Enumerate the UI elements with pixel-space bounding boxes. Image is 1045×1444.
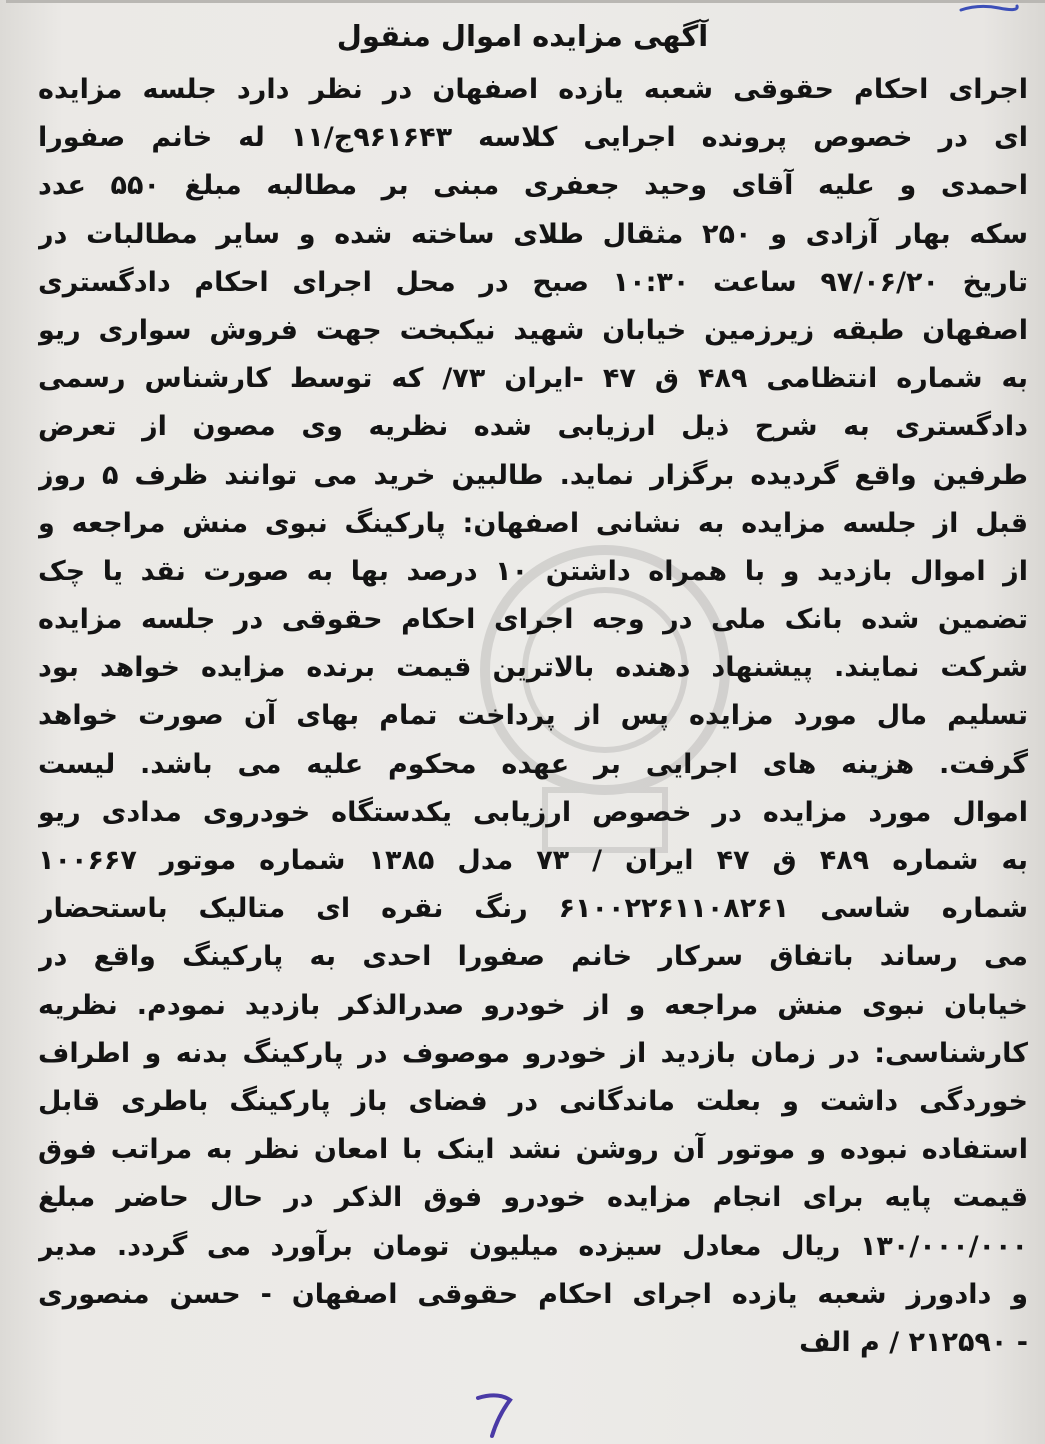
notice-line: ۱۳۰/۰۰۰/۰۰۰ ریال معادل سیزده میلیون تومان برآورد می گردد. مدیر xyxy=(38,1230,1028,1262)
notice-line: سکه بهار آزادی و ۲۵۰ مثقال طلای ساخته شده و سایر مطالبات در xyxy=(38,218,1028,250)
notice-line: خوردگی داشت و بعلت ماندگانی در فضای باز پارکینگ باطری قابل xyxy=(38,1085,1028,1117)
notice-line-reference: - ۲۱۲۵۹۰ / م الف xyxy=(799,1326,1028,1358)
notice-line: و دادورز شعبه یازده اجرای احکام حقوقی اصفهان - حسن منصوری xyxy=(38,1278,1028,1310)
notice-line: اصفهان طبقه زیرزمین خیابان شهید نیکبخت جهت فروش سواری ریو xyxy=(38,314,1028,346)
notice-line: تضمین شده بانک ملی در وجه اجرای احکام حقوقی در جلسه مزایده xyxy=(38,604,1028,636)
pen-mark-icon xyxy=(959,0,1019,14)
notice-line: اجرای احکام حقوقی شعبه یازده اصفهان در نظر دارد جلسه مزایده xyxy=(38,74,1028,105)
notice-line: استفاده نبوده و موتور آن روشن نشد اینک با امعان نظر به مراتب فوق xyxy=(38,1134,1028,1166)
notice-line: تاریخ ۹۷/۰۶/۲۰ ساعت ۱۰:۳۰ صبح در محل اجرای احکام دادگستری xyxy=(38,266,1028,298)
notice-line: قیمت پایه برای انجام مزایده خودرو فوق الذکر در حال حاضر مبلغ xyxy=(38,1182,1028,1214)
top-border-line xyxy=(6,0,1045,3)
notice-line: از اموال بازدید و با همراه داشتن ۱۰ درصد بها به صورت نقد یا چک xyxy=(38,555,1028,587)
handwritten-number-mark xyxy=(468,1390,518,1440)
notice-line: شرکت نمایند. پیشنهاد دهنده بالاترین قیمت برنده مزایده خواهد بود xyxy=(38,652,1028,684)
notice-line: خیابان نبوی منش مراجعه و از خودرو صدرالذکر بازدید نمودم. نظریه xyxy=(38,989,1028,1021)
notice-line: احمدی و علیه آقای وحید جعفری مبنی بر مطالبه مبلغ ۵۵۰ عدد xyxy=(38,170,1028,202)
notice-line: طرفین واقع گردیده برگزار نماید. طالبین خرید می توانند ظرف ۵ روز xyxy=(38,459,1028,491)
notice-line: قبل از جلسه مزایده به نشانی اصفهان: پارکینگ نبوی منش مراجعه و xyxy=(38,507,1028,539)
notice-title: آگهی مزایده اموال منقول xyxy=(336,19,709,53)
notice-line: گرفت. هزینه های اجرایی بر عهده محکوم علیه می باشد. لیست xyxy=(38,748,1028,780)
notice-line: ای در خصوص پرونده اجرایی کلاسه ۹۶۱۶۴۳ج/۱۱ له خانم صفورا xyxy=(38,122,1028,154)
notice-line: می رساند باتفاق سرکار خانم صفورا احدی به پارکینگ واقع در xyxy=(38,941,1028,973)
notice-body xyxy=(38,66,1028,1367)
notice-line: شماره شاسی ۶۱۰۰۲۲۶۱۱۰۸۲۶۱ رنگ نقره ای متالیک باستحضار xyxy=(38,893,1028,925)
notice-line: به شماره ۴۸۹ ق ۴۷ ایران / ۷۳ مدل ۱۳۸۵ شماره موتور ۱۰۰۶۶۷ xyxy=(38,845,1028,876)
notice-line: کارشناسی: در زمان بازدید از خودرو موصوف در پارکینگ بدنه و اطراف xyxy=(38,1037,1028,1069)
notice-line: اموال مورد مزایده در خصوص ارزیابی یکدستگاه خودروی مدادی ریو xyxy=(38,796,1028,828)
notice-line: تسلیم مال مورد مزایده پس از پرداخت تمام بهای آن صورت خواهد xyxy=(38,700,1028,732)
notice-line: دادگستری به شرح ذیل ارزیابی شده نظریه وی مصون از تعرض xyxy=(38,411,1028,443)
notice-line: به شماره انتظامی ۴۸۹ ق ۴۷ -ایران ۷۳/ که توسط کارشناس رسمی xyxy=(38,363,1028,395)
